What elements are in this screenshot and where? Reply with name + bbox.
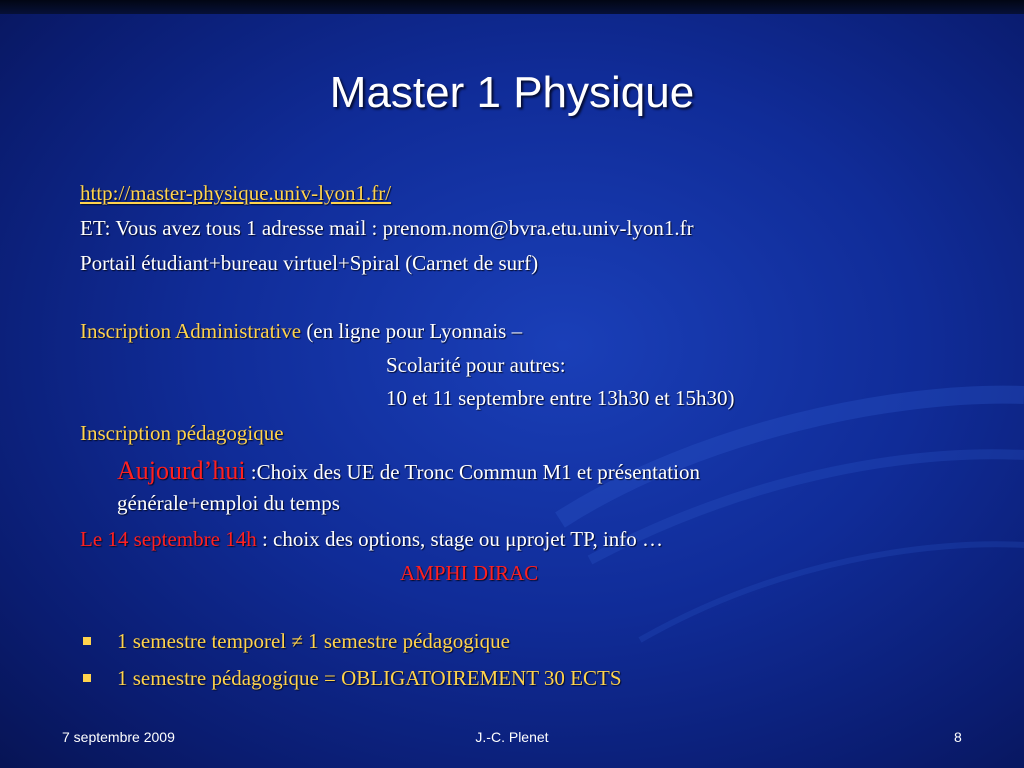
url-line — [80, 180, 391, 206]
aujourdhui-detail-2: générale+emploi du temps — [117, 491, 340, 515]
sept14-line — [80, 526, 663, 552]
aujourdhui-line — [117, 458, 700, 485]
slide-title: Master 1 Physique — [329, 68, 695, 117]
top-band — [0, 0, 1024, 14]
bullet-item: 1 semestre pédagogique = OBLIGATOIREMENT 30 ECTS — [117, 666, 622, 690]
amphi-line: AMPHI DIRAC — [400, 561, 539, 585]
bullet-item: 1 semestre temporel ≠ 1 semestre pédagogique — [117, 629, 510, 653]
dates-line: 10 et 11 septembre entre 13h30 et 15h30) — [386, 386, 735, 410]
footer-date: 7 septembre 2009 — [62, 729, 175, 745]
email-line: ET: Vous avez tous 1 adresse mail : prenom.nom@bvra.etu.univ-lyon1.fr — [80, 216, 694, 240]
footer-author: J.-C. Plenet — [475, 729, 549, 745]
inscription-admin-detail: (en ligne pour Lyonnais – — [301, 319, 523, 343]
aujourdhui-detail: :Choix des UE de Tronc Commun M1 et présentation — [245, 460, 700, 484]
bullet-square-icon — [83, 637, 91, 645]
inscription-admin-label: Inscription Administrative — [80, 319, 302, 343]
inscription-peda-label: Inscription pédagogique — [80, 421, 284, 445]
inscription-admin-line — [80, 318, 522, 344]
aujourdhui-label: Aujourd’hui — [117, 456, 246, 485]
sept14-detail: : choix des options, stage ou μprojet TP, info … — [256, 527, 664, 551]
footer-page-number: 8 — [954, 729, 962, 745]
sept14-label: Le 14 septembre 14h — [80, 527, 257, 551]
scolarite-line: Scolarité pour autres: — [386, 353, 566, 377]
master-url-link[interactable]: http://master-physique.univ-lyon1.fr/ — [80, 181, 392, 205]
portal-line: Portail étudiant+bureau virtuel+Spiral (Carnet de surf) — [80, 251, 539, 275]
bullet-square-icon — [83, 674, 91, 682]
